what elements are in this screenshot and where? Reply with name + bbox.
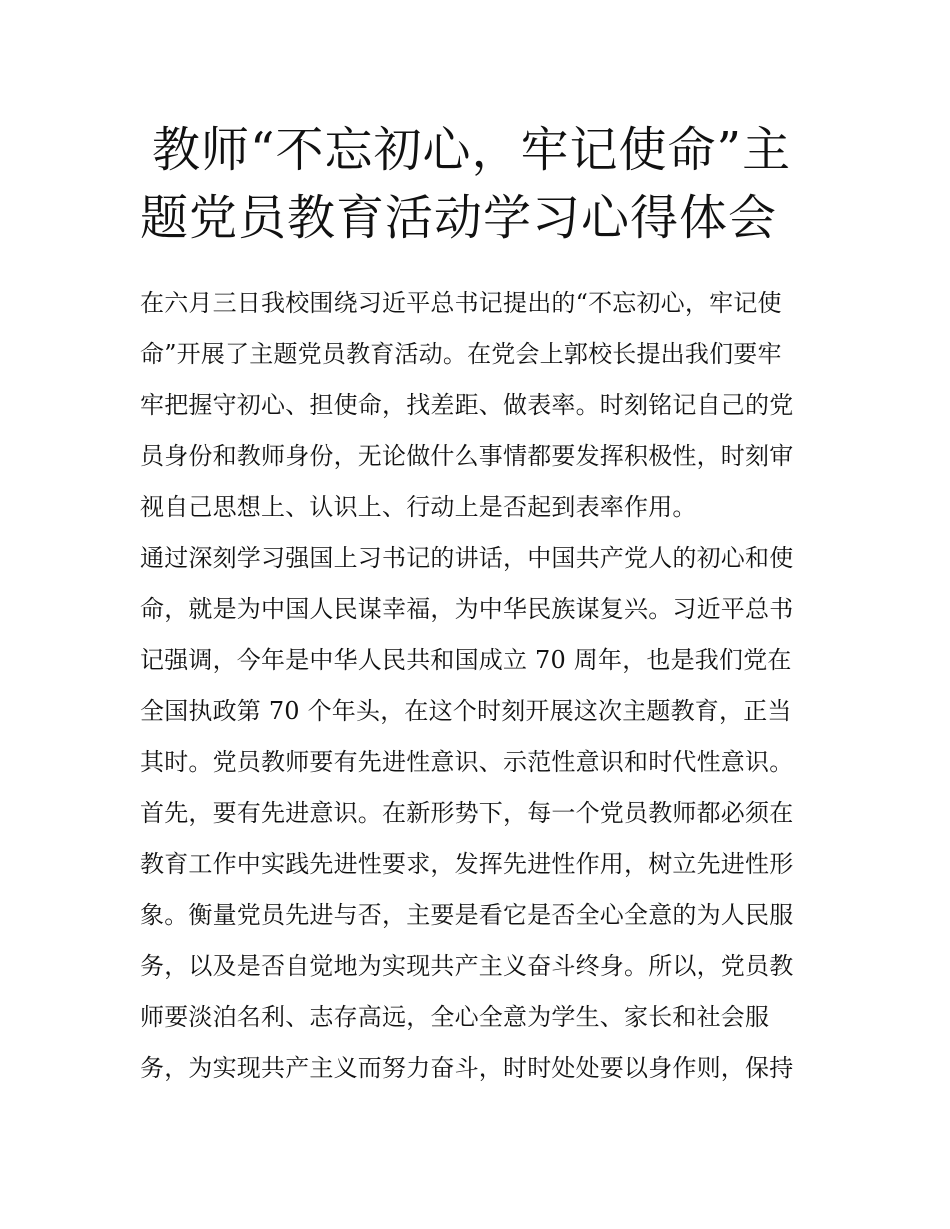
body-line: 通过深刻学习强国上习书记的讲话，中国共产党人的初心和使	[140, 544, 794, 572]
title-line: 教师“不忘初心，牢记使命”主	[152, 122, 792, 178]
body-line: 命，就是为中国人民谋幸福，为中华民族谋复兴。习近平总书	[140, 595, 794, 623]
body-line: 象。衡量党员先进与否，主要是看它是否全心全意的为人民服	[140, 901, 794, 929]
title-line: 题党员教育活动学习心得体会	[140, 190, 778, 246]
body-line: 全国执政第 70 个年头，在这个时刻开展这次主题教育，正当	[140, 697, 792, 725]
body-line: 教育工作中实践先进性要求，发挥先进性作用，树立先进性形	[140, 850, 794, 878]
body-line: 员身份和教师身份，无论做什么事情都要发挥积极性，时刻审	[140, 442, 794, 470]
body-line: 记强调，今年是中华人民共和国成立 70 周年，也是我们党在	[140, 646, 792, 674]
document-title	[140, 116, 820, 252]
body-line: 其时。党员教师要有先进性意识、示范性意识和时代性意识。	[140, 748, 794, 776]
body-line: 视自己思想上、认识上、行动上是否起到表率作用。	[140, 493, 697, 521]
document-body	[140, 278, 830, 1094]
body-line: 务，为实现共产主义而努力奋斗，时时处处要以身作则，保持	[140, 1054, 794, 1082]
body-line: 命”开展了主题党员教育活动。在党会上郭校长提出我们要牢	[140, 340, 782, 368]
body-line: 在六月三日我校围绕习近平总书记提出的“不忘初心，牢记使	[140, 289, 782, 317]
body-line: 首先，要有先进意识。在新形势下，每一个党员教师都必须在	[140, 799, 794, 827]
body-line: 务，以及是否自觉地为实现共产主义奋斗终身。所以，党员教	[140, 952, 794, 980]
body-line: 牢把握守初心、担使命，找差距、做表率。时刻铭记自己的党	[140, 391, 794, 419]
body-line: 师要淡泊名利、志存高远，全心全意为学生、家长和社会服	[140, 1003, 770, 1031]
